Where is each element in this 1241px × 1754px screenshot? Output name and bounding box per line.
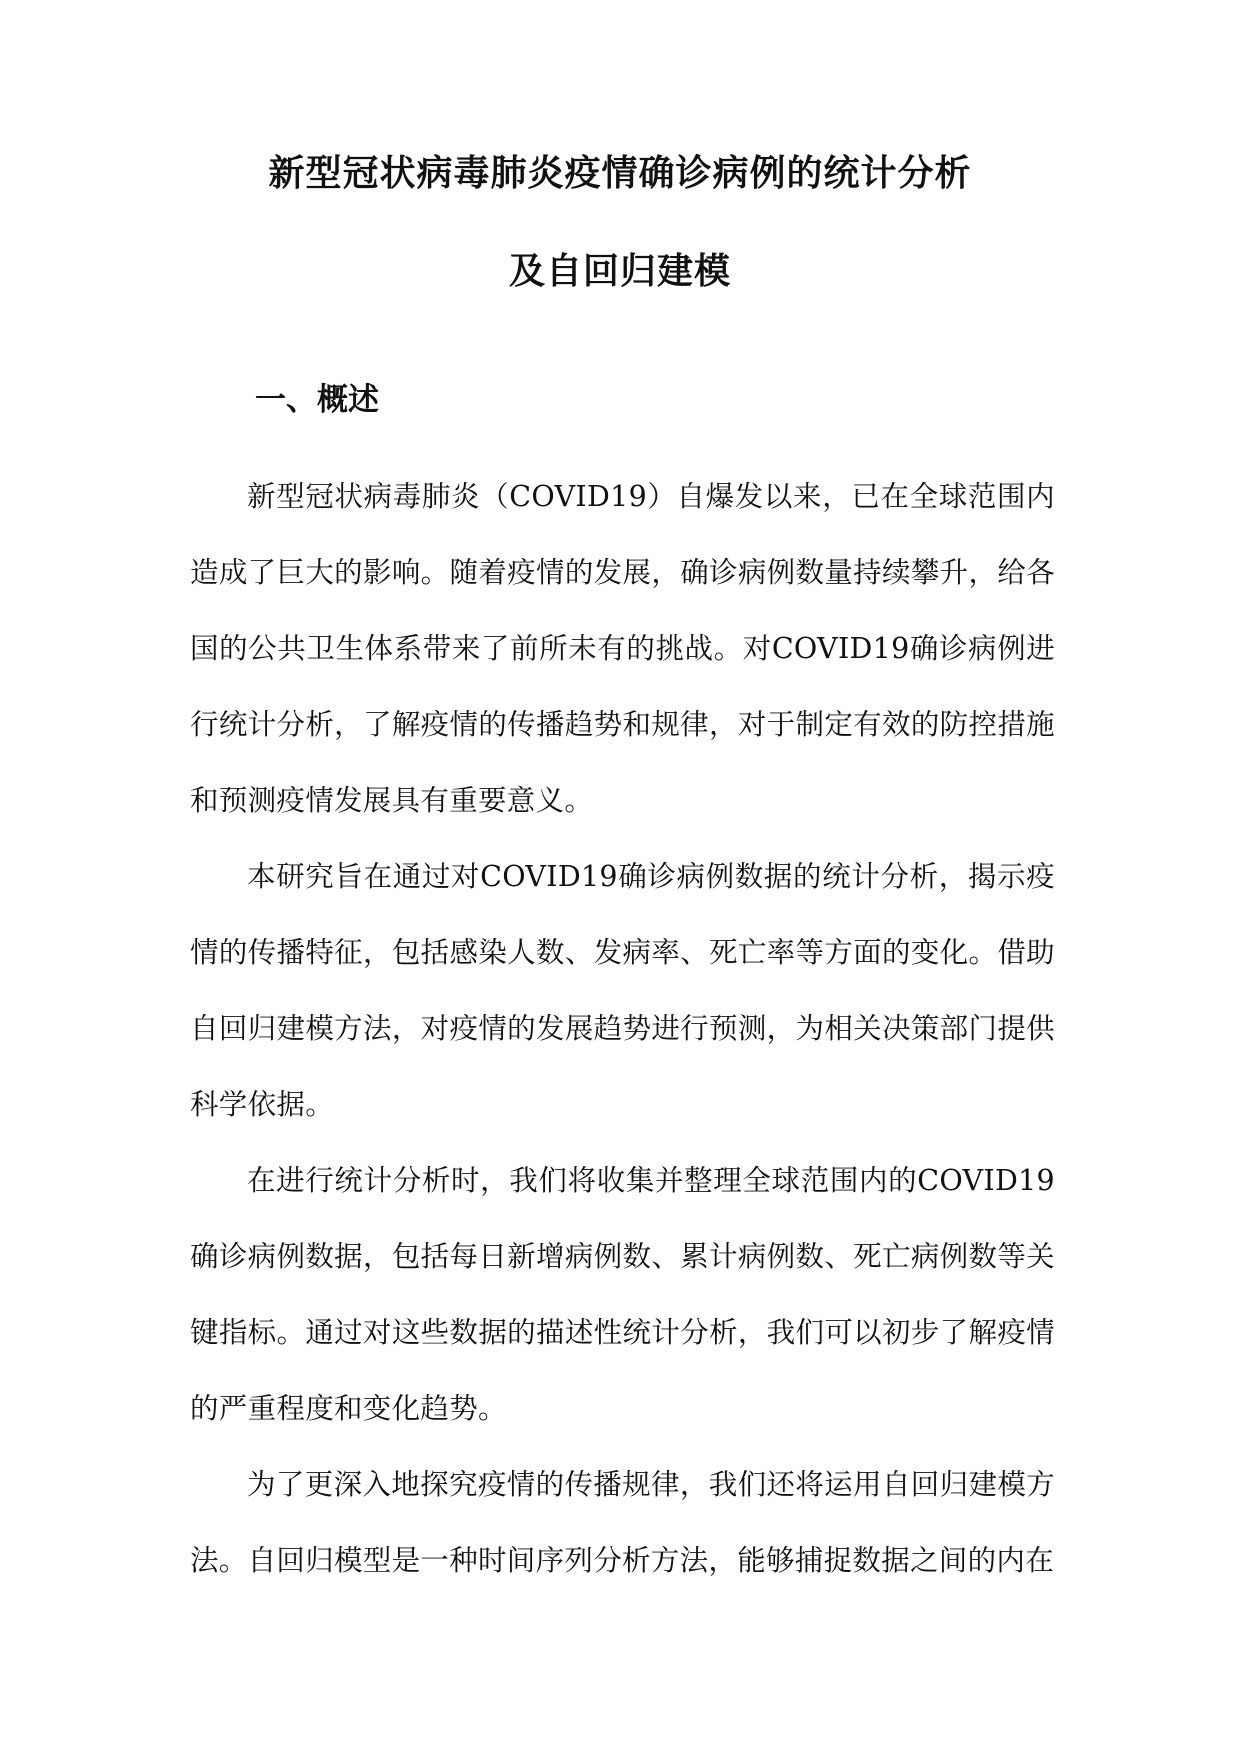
paragraph: 新型冠状病毒肺炎（COVID19）自爆发以来，已在全球范围内造成了巨大的影响。随着疫情的发展，确诊病例数量持续攀升，给各国的公共卫生体系带来了前所未有的挑战。对COVID19确诊病例进行统计分析，了解疫情的传播趋势和规律，对于制定有效的防控措施和预测疫情发展具有重要意义。 (190, 480, 1055, 817)
paragraph: 本研究旨在通过对COVID19确诊病例数据的统计分析，揭示疫情的传播特征，包括感染人数、发病率、死亡率等方面的变化。借助自回归建模方法，对疫情的发展趋势进行预测，为相关决策部门提供科学依据。 (190, 860, 1055, 1121)
document-body (190, 459, 1055, 1599)
document-title-line-1: 新型冠状病毒肺炎疫情确诊病例的统计分析 (268, 153, 972, 194)
paragraph: 为了更深入地探究疫情的传播规律，我们还将运用自回归建模方法。自回归模型是一种时间序列分析方法，能够捕捉数据之间的内在 (190, 1468, 1055, 1577)
paragraph: 在进行统计分析时，我们将收集并整理全球范围内的COVID19确诊病例数据，包括每日新增病例数、累计病例数、死亡病例数等关键指标。通过对这些数据的描述性统计分析，我们可以初步了解疫情的严重程度和变化趋势。 (190, 1164, 1055, 1425)
section-heading-overview: 一、概述 (255, 382, 379, 418)
document-title-line-2: 及自回归建模 (508, 251, 731, 292)
